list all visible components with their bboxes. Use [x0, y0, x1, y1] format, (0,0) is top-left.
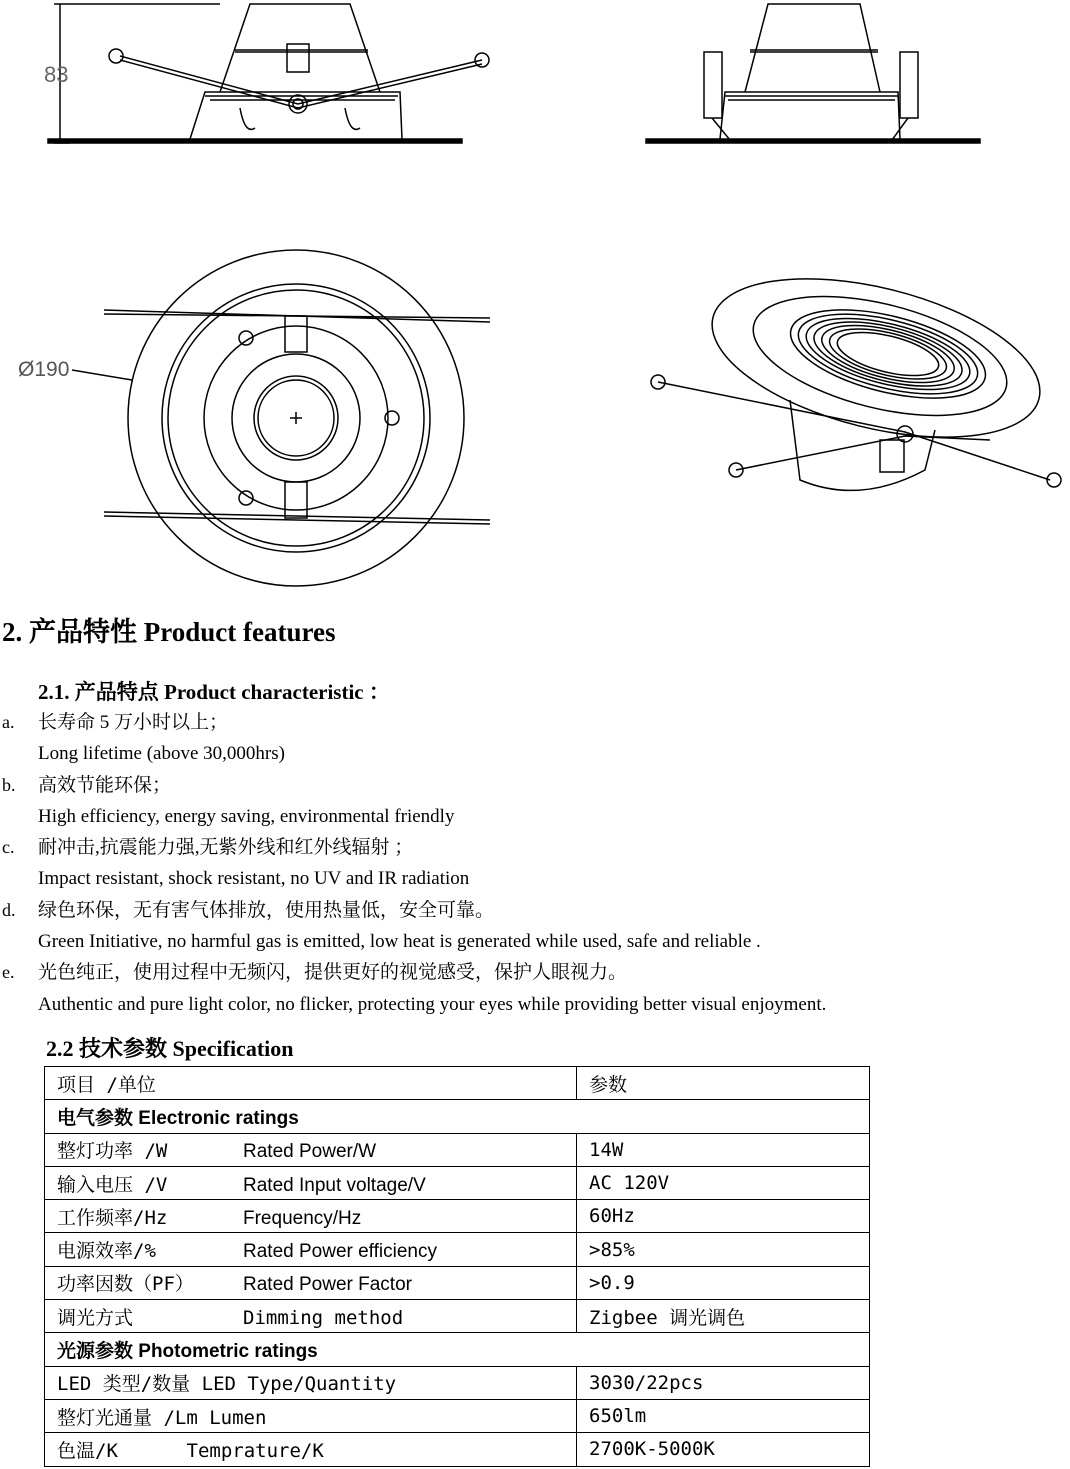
specification-table [44, 1066, 870, 1467]
list-item: Impact resistant, shock resistant, no UV and IR radiation [38, 868, 470, 890]
list-item: e. 光色纯正，使用过程中无频闪，提供更好的视觉感受，保护人眼视力。 [2, 962, 628, 984]
specification-title: 2.2 技术参数 Specification [46, 1036, 294, 1061]
subsection-title-characteristic: 2.1. 产品特点 Product characteristic ： [38, 680, 390, 704]
height-dimension [44, 62, 68, 87]
table-row: 输入电压 /V Rated Input voltage/V AC 120V [45, 1166, 870, 1199]
table-row: 色温/K Temprature/K 2700K-5000K [45, 1433, 870, 1466]
section-row-photometric [45, 1333, 870, 1366]
list-item: High efficiency, energy saving, environmental friendly [38, 805, 455, 827]
perspective-view-drawing [651, 249, 1061, 490]
diameter-dimension [18, 358, 69, 381]
table-row: 工作频率/Hz Frequency/Hz 60Hz [45, 1200, 870, 1233]
table-row: 整灯光通量 /Lm Lumen 650lm [45, 1399, 870, 1432]
electrical-ratings-title: 电气参数 Electronic ratings [45, 1100, 870, 1133]
list-item: Long lifetime (above 30,000hrs) [38, 743, 285, 765]
list-item: d. 绿色环保，无有害气体排放，使用热量低，安全可靠。 [2, 899, 495, 921]
table-row: 功率因数（PF） Rated Power Factor >0.9 [45, 1266, 870, 1299]
svg-text:83: 83 [44, 62, 69, 87]
list-item: Green Initiative, no harmful gas is emitted, low heat is generated while used, safe and reliable . [38, 931, 761, 953]
svg-text:Ø190: Ø190 [18, 358, 70, 381]
list-item: b. 高效节能环保； [2, 774, 172, 796]
header-value: 参数 [577, 1067, 870, 1100]
section-row-electrical [45, 1100, 870, 1133]
list-item: Authentic and pure light color, no flicker, protecting your eyes while providing better visual enjoyment. [38, 993, 827, 1015]
front-view-drawing [646, 4, 980, 143]
header-item: 项目 /单位 [45, 1067, 577, 1100]
technical-drawings [0, 0, 1070, 600]
features-list [0, 707, 1060, 1020]
side-view-drawing [48, 4, 489, 143]
section-title-product-features: 2. 产品特性 Product features [2, 617, 336, 647]
photometric-ratings-title: 光源参数 Photometric ratings [45, 1333, 870, 1366]
top-view-drawing [72, 250, 490, 586]
table-header-row [45, 1067, 870, 1100]
table-row: 调光方式 Dimming method Zigbee 调光调色 [45, 1300, 870, 1333]
table-row: 整灯功率 /W Rated Power/W 14W [45, 1133, 870, 1166]
table-row: LED 类型/数量 LED Type/Quantity 3030/22pcs [45, 1366, 870, 1399]
table-row: 电源效率/% Rated Power efficiency >85% [45, 1233, 870, 1266]
list-item: c. 耐冲击,抗震能力强,无紫外线和红外线辐射 ； [2, 837, 414, 859]
list-item: a. 长寿命 5 万小时以上； [2, 712, 229, 733]
